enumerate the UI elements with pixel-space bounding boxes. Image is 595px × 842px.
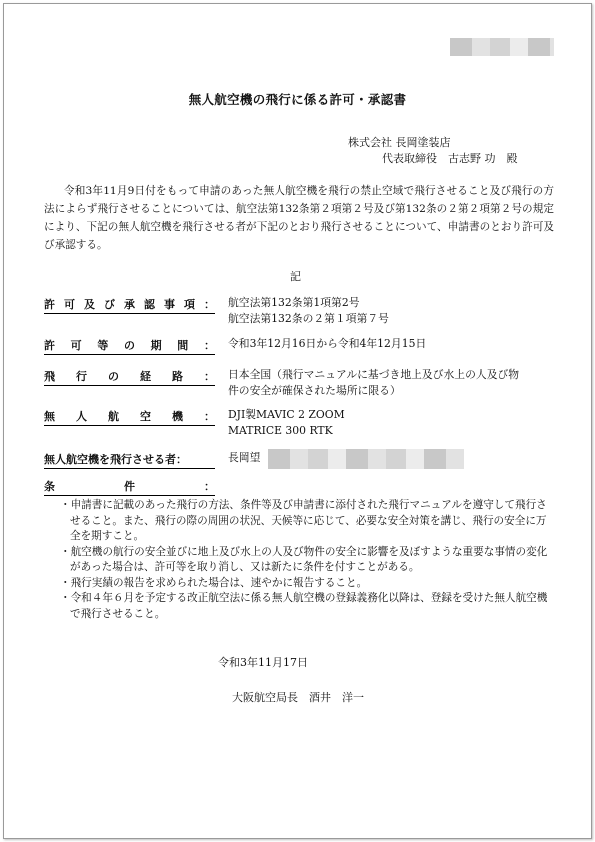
issuer: 大阪航空局長 酒井 洋一: [232, 691, 364, 704]
label-char: 経: [140, 370, 151, 383]
value-line: 航空法第132条の２第１項第７号: [228, 311, 389, 325]
label-conditions: [44, 478, 215, 496]
body-paragraph: 令和3年11月9日付をもって申請のあった無人航空機を飛行の禁止空域で飛行させること及び飛行の方法によらず飛行させることについては、航空法第132条第２項第２号及び第132条の２第２項第２号の規定により、下記の無人航空機を飛行させる者が下記のとおり飛行させることについて、申請書のとおり許可及び承認する。: [44, 185, 554, 251]
condition-item: ・令和４年６月を予定する改正航空法に係る無人航空機の登録義務化以降は、登録を受けた無人航空機で飛行させること。: [60, 592, 548, 620]
label-char: ：: [204, 480, 215, 493]
label-char: ：: [204, 298, 215, 311]
label-char: 件: [124, 480, 135, 493]
label-char: 路: [172, 370, 183, 383]
label-permission-period: [44, 337, 215, 355]
label-char: 条: [44, 480, 55, 493]
value-line: 航空法第132条第1項第2号: [228, 296, 360, 309]
condition-item: ・申請書に記載のあった飛行の方法、条件等及び申請書に添付された飛行マニュアルを遵守して飛行させること。また、飛行の際の周囲の状況、天候等に応じて、必要な安全対策を講じ、飛行の安全に万全を期すこと。: [60, 499, 547, 542]
label-drone: [44, 408, 215, 426]
recipient-person: 代表取締役 古志野 功 殿: [382, 152, 518, 165]
value-permission-items: [228, 295, 389, 326]
label-char: 認: [144, 298, 155, 311]
condition-item: ・航空機の航行の安全並びに地上及び水上の人及び物件の安全に影響を及ぼすような重要な事情の変化があった場合は、許可等を取り消し、又は新たに条件を付すことがある。: [60, 545, 548, 573]
value-line: 件の安全が確保された場所に限る）: [228, 383, 401, 397]
value-flight-route: [228, 367, 519, 398]
label-operator: [44, 451, 215, 469]
label-char: 許: [44, 339, 55, 352]
document-title: 無人航空機の飛行に係る許可・承認書: [188, 92, 407, 107]
label-char: 可: [64, 298, 75, 311]
value-line: 日本全国（飛行マニュアルに基づき地上及び水上の人及び物: [228, 368, 520, 381]
label-char: ：: [204, 410, 215, 423]
label-flight-route: [44, 368, 215, 386]
label-char: 許: [44, 298, 55, 311]
label-char: 行: [76, 370, 87, 383]
label-char: 間: [177, 339, 189, 352]
value-drone: [228, 407, 345, 438]
value-permission-period: [228, 336, 426, 352]
label-char: び: [104, 298, 115, 311]
label-permission-items: [44, 296, 215, 314]
condition-item: ・飛行実績の報告を求められた場合は、速やかに報告すること。: [60, 576, 368, 589]
redacted-document-number: [450, 38, 554, 56]
value-line: 長岡望: [228, 451, 261, 464]
issue-date: 令和3年11月17日: [218, 656, 308, 669]
value-line: DJI製MAVIC 2 ZOOM: [228, 408, 345, 421]
label-char: 人: [76, 410, 87, 423]
label-text: 無人航空機を飛行させる者：: [44, 453, 187, 466]
label-char: ：: [203, 339, 215, 352]
label-char: ：: [204, 370, 215, 383]
value-line: MATRICE 300 RTK: [228, 423, 333, 437]
label-char: 承: [124, 298, 135, 311]
label-char: の: [108, 370, 119, 383]
label-char: 航: [108, 410, 119, 423]
value-operator: [228, 450, 260, 466]
recipient-company: 株式会社 長岡塗装店: [348, 136, 451, 149]
label-char: 事: [164, 298, 175, 311]
label-char: 及: [84, 298, 95, 311]
label-char: 空: [140, 410, 151, 423]
label-char: の: [123, 339, 135, 352]
ki-heading: 記: [290, 270, 301, 283]
conditions-list: [60, 498, 554, 622]
label-char: 期: [150, 339, 162, 352]
value-line: 令和3年12月16日から令和4年12月15日: [228, 337, 427, 350]
label-char: 機: [172, 410, 183, 423]
label-char: 項: [184, 298, 195, 311]
label-char: 可: [70, 339, 82, 352]
label-char: 等: [97, 339, 109, 352]
label-char: 無: [44, 410, 55, 423]
label-char: 飛: [44, 370, 55, 383]
redacted-operator-name: [268, 449, 464, 469]
